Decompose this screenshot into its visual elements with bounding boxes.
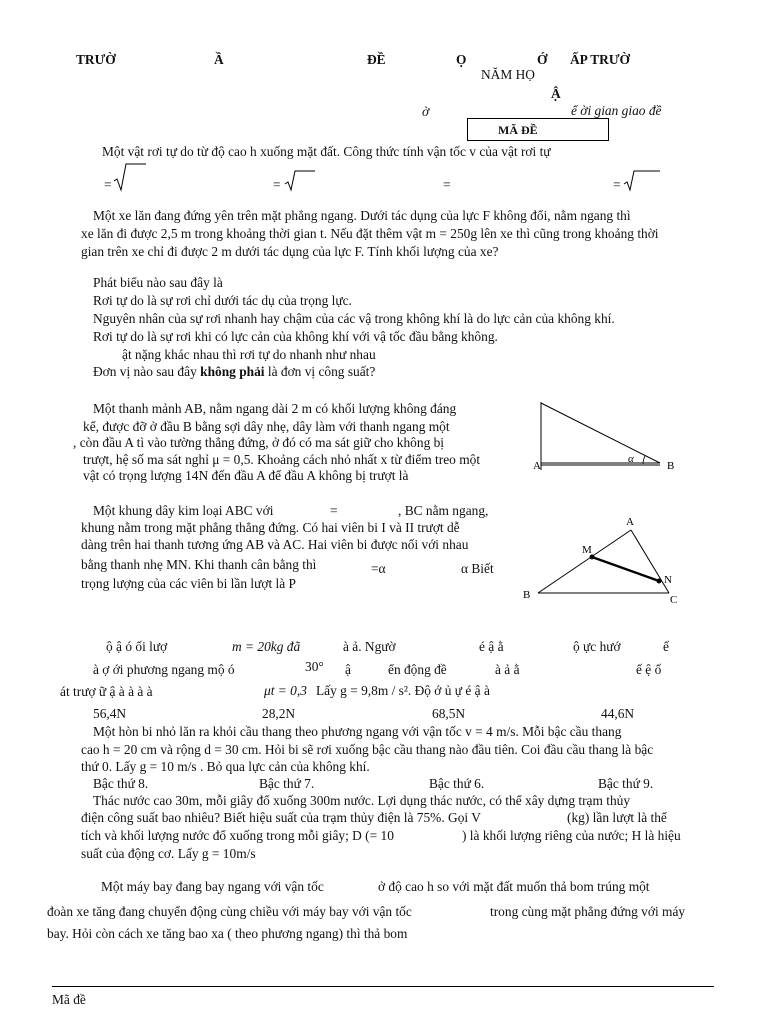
header-fragment: Ầ	[214, 52, 224, 67]
footer-exam-code: Mã đề	[52, 992, 86, 1007]
q5-label-b: B	[667, 460, 675, 472]
q5-line-4: trượt, hệ số ma sát nghỉ μ = 0,5. Khoảng cách nhỏ nhất x từ điểm treo một	[83, 452, 481, 467]
q6-line-2: khung nằm trong mặt phẳng thẳng đứng. Có hai viên bi I và II trượt dễ	[81, 520, 460, 535]
exam-code-label: MÃ ĐỀ	[498, 123, 538, 137]
q9-line-2b: (kg) lần lượt là thể	[567, 810, 667, 825]
q7-line-1f: ế	[663, 639, 669, 654]
q10-line-3: bay. Hỏi còn cách xe tăng bao xa ( theo phương ngang) thì thả bom	[47, 926, 408, 941]
q1-option-b-eq: =	[273, 177, 281, 192]
q9-line-2: điện công suất bao nhiêu? Biết hiệu suất của trạm thủy điện là 75%. Gọi V	[81, 810, 481, 825]
exam-title-fragment-2: Ọ	[456, 52, 467, 67]
q6-line-1c: , BC nằm ngang,	[398, 503, 489, 518]
q7-line-2b: 30°	[305, 659, 324, 674]
q8-answer-a: Bậc thứ 8.	[93, 776, 149, 791]
q10-line-1b: ở độ cao h so với mặt đất muốn thả bom trúng một	[378, 879, 650, 894]
q9-line-1: Thác nước cao 30m, mỗi giây đổ xuống 300m nước. Lợi dụng thác nước, có thể xây dựng trạm thủy	[93, 793, 631, 808]
q9-line-3: tích và khối lượng nước đổ xuống trong mỗi giây; D (= 10	[81, 828, 394, 843]
q7-line-1b: m = 20kg đã	[232, 639, 301, 654]
q5-figure	[528, 398, 688, 478]
header-fragment-2: Ậ	[551, 86, 561, 101]
q7-answer-a: 56,4N	[93, 706, 127, 721]
q1-option-b-sqrt-icon	[285, 170, 317, 194]
q3-option-b: Nguyên nhân của sự rơi nhanh hay chậm của các vậ trong không khí là do lực cản của không khí.	[93, 311, 615, 326]
q4-text-pre: Đơn vị nào sau đây	[93, 364, 201, 379]
q4-text-post: là đơn vị công suất?	[264, 364, 376, 379]
q6-line-5: trọng lượng của các viên bi lần lượt là P	[81, 576, 296, 591]
q3-option-a: Rơi tự do là sự rơi chỉ dưới tác dụ của trọng lực.	[93, 293, 352, 308]
q1-option-a-eq: =	[104, 177, 112, 192]
q7-line-3b: μt = 0,3	[264, 683, 307, 698]
footer-divider	[52, 986, 714, 987]
q1-option-a-sqrt-icon	[114, 163, 154, 193]
q7-line-2e: à ả ằ	[495, 662, 520, 677]
q6-label-c: C	[670, 594, 678, 606]
q5-line-2: kể, được đỡ ở đầu B bằng sợi dây nhẹ, dây làm với thanh ngang một	[83, 419, 450, 434]
q7-line-3a: át trượ ữ ậ à à à à	[60, 684, 153, 699]
q7-line-1e: ộ ực hướ	[573, 639, 621, 654]
q7-line-1a: ộ ậ ó ối lượ	[106, 639, 168, 654]
q6-line-1a: Một khung dây kim loại ABC với	[93, 503, 274, 518]
school-name-right: ẤP TRƯỜ	[570, 52, 630, 67]
q8-line-2: cao h = 20 cm và rộng d = 30 cm. Hỏi bi sẽ rơi xuống bậc cầu thang nào đầu tiên. Coi đầu cầu thang là bậc	[81, 742, 654, 757]
q4-text-bold: không phải	[200, 364, 265, 379]
exam-title-fragment-3: Ớ	[537, 52, 548, 67]
q7-answer-c: 68,5N	[432, 706, 466, 721]
q4-text	[93, 364, 375, 380]
q2-line-3: gian trên xe chỉ đi được 2 m dưới tác dụng của lực F. Tính khối lượng của xe?	[81, 244, 499, 259]
q6-line-1b: =	[330, 503, 338, 518]
q7-line-2d: ển động đề	[388, 662, 447, 677]
q5-label-alpha: α	[628, 453, 634, 465]
q2-line-1: Một xe lăn đang đứng yên trên mặt phẳng ngang. Dưới tác dụng của lực F không đổi, nằm ngang thì	[93, 208, 631, 223]
q7-line-3c: Lấy g = 9,8m / s². Độ ớ ủ ự é ậ à	[316, 683, 490, 698]
q5-line-5: vật có trọng lượng 14N đến đầu A để đầu A không bị trượt là	[83, 468, 409, 483]
q3-option-c: Rơi tự do là sự rơi khi có lực cản của không khí với vậ tốc đầu bằng không.	[93, 329, 498, 344]
time-note: ể ời gian giao đề	[571, 103, 662, 118]
q5-line-1: Một thanh mảnh AB, nằm ngang dài 2 m có khối lượng không đáng	[93, 401, 457, 416]
q8-answer-c: Bậc thứ 6.	[429, 776, 485, 791]
q10-line-2b: trong cùng mặt phẳng đứng với máy	[490, 904, 686, 919]
q6-line-4a: bằng thanh nhẹ MN. Khi thanh cân bằng thì	[81, 557, 317, 572]
q6-side-ab	[538, 530, 631, 593]
exam-title-fragment: ĐỀ	[367, 52, 386, 67]
q6-label-m: M	[582, 544, 592, 556]
q8-line-1: Một hòn bi nhỏ lăn ra khỏi cầu thang theo phương ngang với vận tốc v = 4 m/s. Mỗi bậc cầu thang	[93, 724, 622, 739]
q6-line-4c: α Biết	[461, 561, 494, 576]
school-name-left: TRƯỜ	[76, 52, 116, 67]
q5-string	[541, 403, 660, 463]
q6-bead-n	[657, 579, 662, 584]
q3-option-d: ật nặng khác nhau thì rơi tự do nhanh như nhau	[122, 347, 376, 362]
q6-label-a: A	[626, 516, 634, 528]
q8-answer-d: Bậc thứ 9.	[598, 776, 654, 791]
q1-text: Một vật rơi tự do từ độ cao h xuống mặt đất. Công thức tính vận tốc v của vật rơi tự	[102, 144, 551, 159]
q7-answer-d: 44,6N	[601, 706, 635, 721]
q7-line-2f: ế ệ ố	[636, 662, 662, 677]
q6-line-3: dàng trên hai thanh tương ứng AB và AC. Hai viên bi được nối với nhau	[81, 537, 469, 552]
q3-stem: Phát biểu nào sau đây là	[93, 275, 223, 290]
q8-line-3: thứ 0. Lấy g = 10 m/s . Bỏ qua lực cản của không khí.	[81, 759, 370, 774]
q6-label-n: N	[664, 574, 672, 586]
q5-line-3: , còn đầu A tì vào tường thẳng đứng, ở đó có ma sát giữ cho không bị	[73, 435, 445, 450]
q9-line-3b: ) là khối lượng riêng của nước; H là hiệu	[462, 828, 681, 843]
q7-line-1c: à ả. Ngườ	[343, 639, 396, 654]
q6-figure	[518, 512, 698, 607]
q10-line-1a: Một máy bay đang bay ngang với vận tốc	[101, 879, 324, 894]
q1-option-c-eq: =	[443, 177, 451, 192]
q7-line-1d: é ậ ằ	[479, 639, 504, 654]
q7-line-2c: ậ	[345, 662, 351, 677]
header-fragment-3: ờ	[422, 104, 430, 119]
q8-answer-b: Bậc thứ 7.	[259, 776, 315, 791]
q5-label-a: A	[533, 460, 541, 472]
q1-option-d-sqrt-icon	[624, 170, 664, 194]
exam-code-box	[467, 118, 609, 141]
q9-line-4: suất của động cơ. Lấy g = 10m/s	[81, 846, 256, 861]
q10-line-2a: đoàn xe tăng đang chuyển động cùng chiều với máy bay với vận tốc	[47, 904, 412, 919]
school-year: NĂM HỌ	[481, 67, 535, 82]
q1-option-d-eq: =	[613, 177, 621, 192]
q2-line-2: xe lăn đi được 2,5 m trong khoảng thời gian t. Nếu đặt thêm vật m = 250g lên xe thì cũng trong khoảng thời	[81, 226, 659, 241]
q6-label-b: B	[523, 589, 531, 601]
q7-answer-b: 28,2N	[262, 706, 296, 721]
q6-line-4b: =α	[371, 561, 386, 576]
q7-line-2a: à ợ ới phương ngang mộ ó	[93, 662, 235, 677]
